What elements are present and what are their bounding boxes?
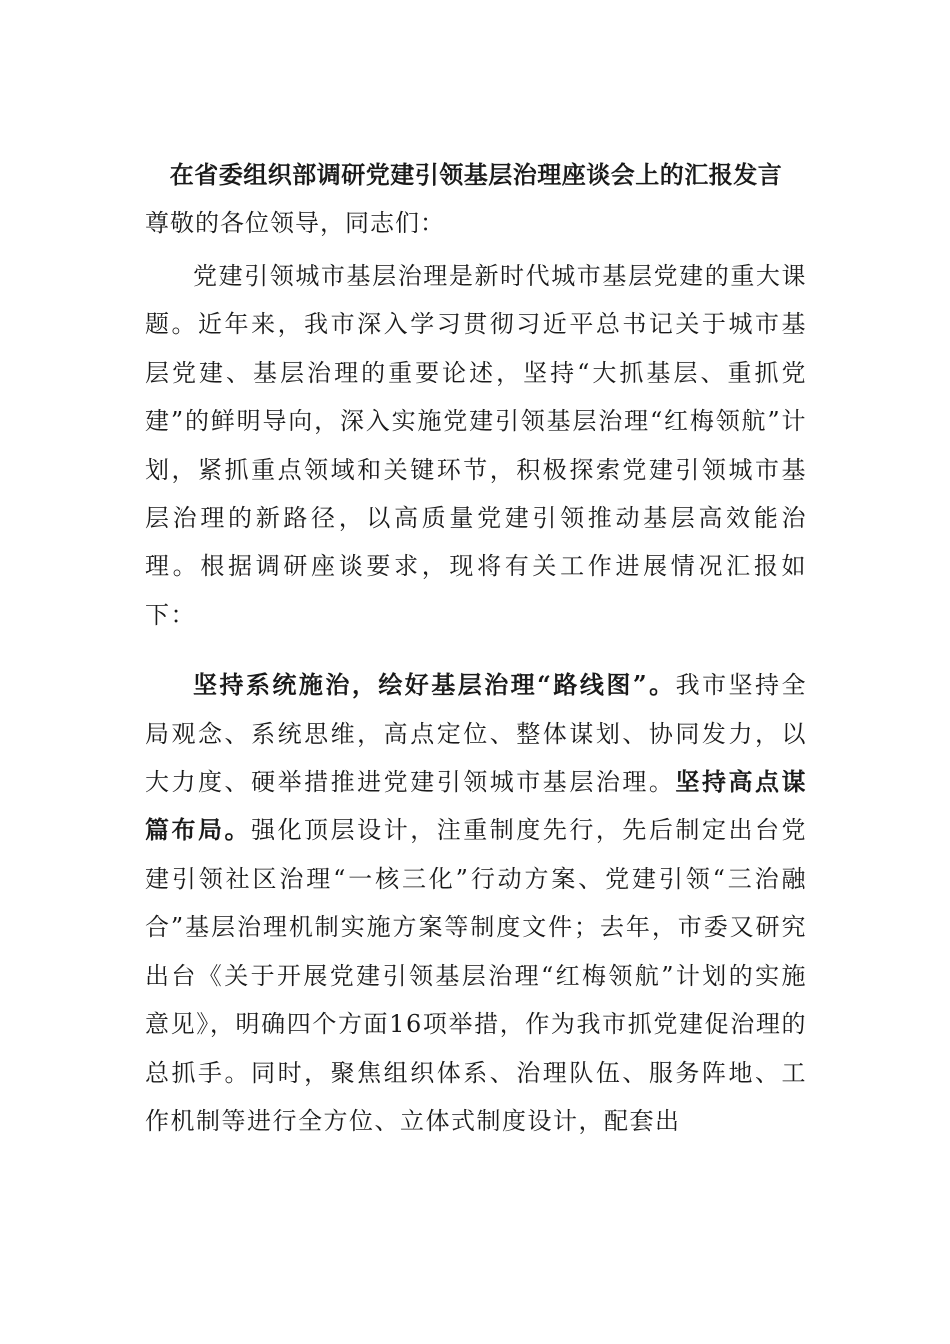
intro-paragraph: 党建引领城市基层治理是新时代城市基层党建的重大课题。近年来，我市深入学习贯彻习近平总书记关于城市基层党建、基层治理的重要论述，坚持“大抓基层、重抓党建”的鲜明导向，深入实施党建引领基层治理“红梅领航”计划，紧抓重点领域和关键环节，积极探索党建引领城市基层治理的新路径，以高质量党建引领推动基层高效能治理。根据调研座谈要求，现将有关工作进展情况汇报如下：: [145, 262, 807, 629]
section-text: 我市坚持全局观念、系统思维，高点定位、整体谋划、协同发力，以大力度、硬举措推进党建引领城市基层治理。: [145, 671, 808, 797]
document-page: [145, 150, 807, 1145]
salutation: 尊敬的各位领导，同志们：: [145, 209, 445, 237]
section-heading: 坚持系统施治，绘好基层治理“路线图”。: [193, 670, 676, 700]
section-paragraph: [145, 661, 807, 1145]
section-subheading: 坚持高点谋篇布局。: [145, 767, 808, 845]
document-title: 在省委组织部调研党建引领基层治理座谈会上的汇报发言: [169, 160, 783, 189]
section-subtext: 强化顶层设计，注重制度先行，先后制定出台党建引领社区治理“一核三化”行动方案、党建引领“三治融合”基层治理机制实施方案等制度文件；去年，市委又研究出台《关于开展党建引领基层治理“红梅领航”计划的实施意见》，明确四个方面16项举措，作为我市抓党建促治理的总抓手。同时，聚焦组织体系、治理队伍、服务阵地、工作机制等进行全方位、立体式制度设计，配套出: [145, 816, 808, 1135]
